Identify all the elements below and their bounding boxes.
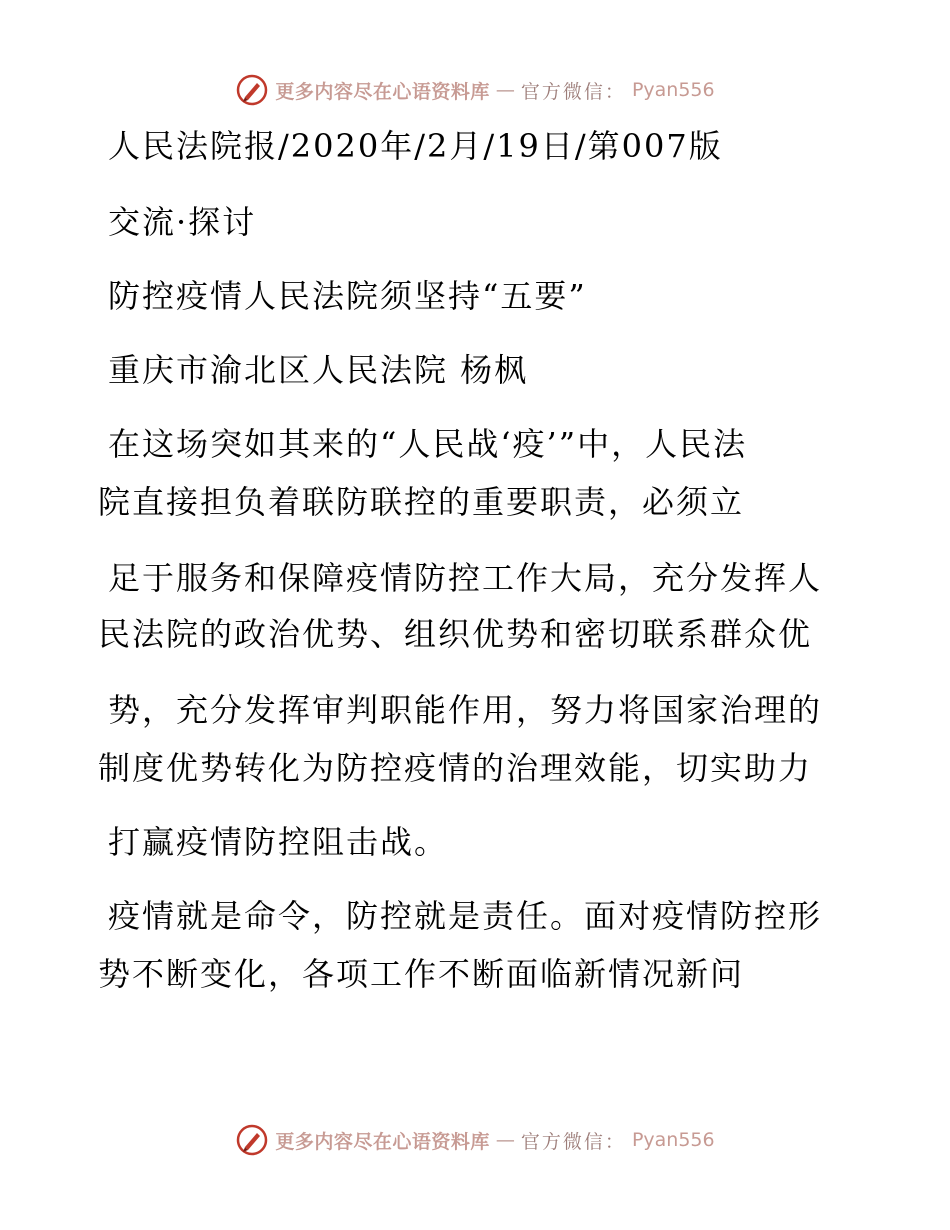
paragraph-line: 势不断变化，各项工作不断面临新情况新问 (98, 955, 745, 993)
watermark-text: 更多内容尽在心语资料库 (275, 80, 490, 103)
paragraph-line: 势，充分发挥审判职能作用，努力将国家治理的 (108, 691, 823, 729)
article-title: 防控疫情人民法院须坚持“五要” (108, 277, 587, 315)
watermark-text: 更多内容尽在心语资料库 (275, 1130, 490, 1153)
article-author: 重庆市渝北区人民法院 杨枫 (108, 351, 529, 389)
paragraph-line: 民法院的政治优势、组织优势和密切联系群众优 (98, 615, 813, 653)
watermark-separator: — (495, 1129, 515, 1151)
paragraph-line: 疫情就是命令，防控就是责任。面对疫情防控形 (108, 897, 823, 935)
paragraph-line: 院直接担负着联防联控的重要职责，必须立 (98, 483, 745, 521)
paragraph-line: 制度优势转化为防控疫情的治理效能，切实助力 (98, 749, 813, 787)
watermark-label: 官方微信： (520, 80, 626, 103)
pen-logo-icon (235, 73, 269, 107)
watermark-separator: — (495, 79, 515, 101)
paragraph-line: 打赢疫情防控阻击战。 (108, 823, 449, 861)
watermark-label: 官方微信： (520, 1130, 626, 1153)
watermark-top (0, 70, 950, 110)
pen-logo-icon (235, 1123, 269, 1157)
paragraph-line: 足于服务和保障疫情防控工作大局，充分发挥人 (108, 559, 823, 597)
article-source: 人民法院报/2020年/2月/19日/第007版 (108, 127, 723, 165)
watermark-bottom (0, 1120, 950, 1160)
watermark-id: Pyan556 (631, 79, 715, 101)
article-section: 交流·探讨 (108, 203, 257, 241)
paragraph-line: 在这场突如其来的“人民战‘疫’”中，人民法 (108, 425, 748, 463)
watermark-id: Pyan556 (631, 1129, 715, 1151)
